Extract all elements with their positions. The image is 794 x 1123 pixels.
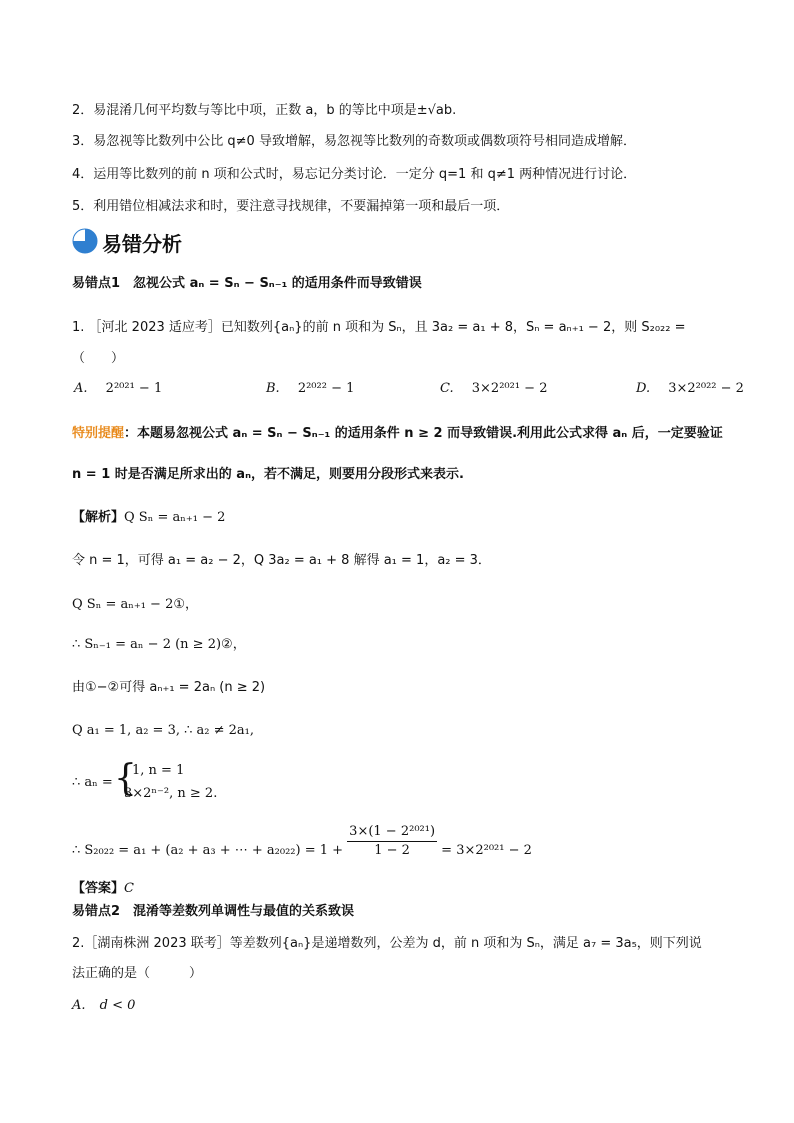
analysis-line-5: 由①−②可得 aₙ₊₁ = 2aₙ (n ≥ 2) (72, 680, 266, 695)
option-b-text: 2²⁰²² − 1 (297, 381, 355, 396)
q2-option-a-text: d < 0 (99, 998, 136, 1013)
option-a-text: 2²⁰²¹ − 1 (105, 381, 163, 396)
analysis-line-6: Q a₁ = 1, a₂ = 3, ∴ a₂ ≠ 2a₁, (72, 723, 254, 738)
option-d-text: 3×2²⁰²² − 2 (668, 381, 744, 396)
section-title: 易错分析 (102, 232, 182, 256)
error-point-2-title: 易错点2 混淆等差数列单调性与最值的关系致误 (72, 904, 355, 919)
sum-prefix: ∴ S₂₀₂₂ = a₁ + (a₂ + a₃ + ⋯ + a₂₀₂₂) = 1 + (72, 843, 344, 858)
piecewise-prefix: ∴ aₙ = (72, 775, 113, 790)
question-1-line-1: 1. ［河北 2023 适应考］已知数列{aₙ}的前 n 项和为 Sₙ，且 3a₂ = a₁ + 8，Sₙ = aₙ₊₁ − 2，则 S₂₀₂₂ = (72, 320, 686, 335)
option-a-letter: A. (74, 381, 88, 396)
q2-option-a-letter: A. (72, 998, 86, 1013)
reminder-label: 特别提醒 (72, 426, 125, 441)
answer-value: C (124, 881, 134, 896)
option-c (440, 381, 547, 396)
sum-suffix: = 3×2²⁰²¹ − 2 (441, 843, 532, 858)
reminder-text: ：本题易忽视公式 aₙ = Sₙ − Sₙ₋₁ 的适用条件 n ≥ 2 而导致错误.利用此公式求得 aₙ 后，一定要验证 (124, 426, 723, 441)
analysis-formula-1: Q Sₙ = aₙ₊₁ − 2 (124, 510, 226, 525)
analysis-line-2: 令 n = 1，可得 a₁ = a₂ − 2，Q 3a₂ = a₁ + 8 解得 a₁ = 1，a₂ = 3． (72, 553, 491, 568)
analysis-line-1 (72, 509, 225, 527)
analysis-line-3: Q Sₙ = aₙ₊₁ − 2①， (72, 597, 199, 612)
sum-line (72, 824, 532, 860)
analysis-label: 【解析】 (72, 510, 125, 525)
tip-5: 5．利用错位相减法求和时，要注意寻找规律，不要漏掉第一项和最后一项． (72, 199, 510, 214)
answer-line (72, 880, 134, 898)
reminder-line-2: n = 1 时是否满足所求出的 aₙ，若不满足，则要用分段形式来表示. (72, 467, 464, 482)
question-2-line-1: 2.［湖南株洲 2023 联考］等差数列{aₙ}是递增数列，公差为 d，前 n 项和为 Sₙ，满足 a₇ = 3a₅，则下列说 (72, 936, 702, 951)
option-a (74, 381, 162, 396)
option-c-text: 3×2²⁰²¹ − 2 (471, 381, 548, 396)
question-1-line-2: （ ） (72, 351, 125, 366)
pie-icon (72, 228, 98, 254)
special-reminder (72, 425, 723, 443)
analysis-line-4: ∴ Sₙ₋₁ = aₙ − 2 (n ≥ 2)②， (72, 637, 246, 652)
option-d (636, 381, 744, 396)
error-point-1-title: 易错点1 忽视公式 aₙ = Sₙ − Sₙ₋₁ 的适用条件而导致错误 (72, 276, 422, 291)
option-d-letter: D. (636, 381, 651, 396)
tip-2: 2．易混淆几何平均数与等比中项，正数 a，b 的等比中项是±√ab. (72, 103, 457, 118)
piecewise-case-1: 1, n = 1 (132, 763, 185, 778)
option-b-letter: B. (266, 381, 280, 396)
question-2-option-a (72, 997, 135, 1015)
option-c-letter: C. (440, 381, 454, 396)
answer-label: 【答案】 (72, 881, 125, 896)
piecewise-brace: { (114, 758, 137, 799)
question-2-line-2: 法正确的是（ ） (72, 966, 203, 981)
sum-fraction (347, 823, 437, 860)
piecewise-case-2: 3×2ⁿ⁻², n ≥ 2. (124, 786, 218, 801)
sum-denominator: 1 − 2 (374, 843, 410, 858)
tip-3: 3．易忽视等比数列中公比 q≠0 导致增解，易忽视等比数列的奇数项或偶数项符号相同造成增解． (72, 134, 636, 149)
option-b (266, 381, 354, 396)
sum-numerator: 3×(1 − 2²⁰²¹) (347, 823, 437, 842)
tip-4: 4．运用等比数列的前 n 项和公式时，易忘记分类讨论．一定分 q=1 和 q≠1 两种情况进行讨论． (72, 167, 637, 182)
